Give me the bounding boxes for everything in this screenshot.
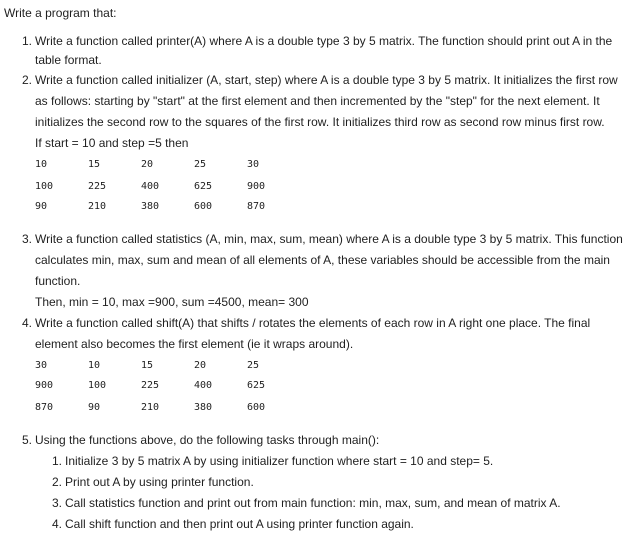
task-5-line: Using the functions above, do the following tasks through main(): (35, 433, 380, 447)
task-3-number: 3. (21, 232, 32, 246)
task-2-number: 2. (21, 73, 32, 87)
matrix-cell: 380 (141, 201, 160, 212)
matrix-cell: 10 (35, 159, 48, 170)
matrix-cell: 90 (35, 201, 48, 212)
matrix-cell: 600 (194, 201, 213, 212)
matrix-cell: 90 (88, 402, 101, 413)
task-3-line-3: function. (35, 274, 81, 288)
matrix-cell: 225 (141, 380, 160, 391)
matrix-cell: 20 (141, 159, 154, 170)
task-1-line-1: Write a function called printer(A) where A is a double type 3 by 5 matrix. The function should print out A in the (35, 34, 613, 48)
subtask-4-text: Call shift function and then print out A using printer function again. (65, 517, 414, 531)
matrix-cell: 10 (88, 360, 101, 371)
intro-text: Write a program that: (4, 6, 117, 20)
matrix-cell: 870 (247, 201, 266, 212)
subtask-3-number: 3. (51, 496, 62, 510)
task-3-line-1: Write a function called statistics (A, min, max, sum, mean) where A is a double type 3 by 5 matrix. This function (35, 232, 623, 246)
subtask-1-number: 1. (51, 454, 62, 468)
matrix-cell: 400 (141, 181, 160, 192)
task-2-line-1: Write a function called initializer (A, start, step) where A is a double type 3 by 5 matrix. It initializes the first row (35, 73, 618, 87)
task-1-line-2: table format. (35, 53, 102, 67)
matrix-cell: 210 (141, 402, 160, 413)
matrix-cell: 30 (247, 159, 260, 170)
matrix-cell: 100 (35, 181, 54, 192)
matrix-cell: 870 (35, 402, 54, 413)
task-4-line-2: element also becomes the first element (ie it wraps around). (35, 337, 354, 351)
matrix-cell: 625 (247, 380, 266, 391)
subtask-2-text: Print out A by using printer function. (65, 475, 254, 489)
matrix-cell: 20 (194, 360, 207, 371)
matrix-cell: 30 (35, 360, 48, 371)
matrix-cell: 15 (141, 360, 154, 371)
task-5-number: 5. (21, 433, 32, 447)
task-2-line-3: initializes the second row to the squares of the first row. It initializes third row as second row minus first row. (35, 115, 605, 129)
matrix-cell: 25 (247, 360, 260, 371)
matrix-cell: 100 (88, 380, 107, 391)
subtask-1-text: Initialize 3 by 5 matrix A by using initializer function where start = 10 and step= 5. (65, 454, 494, 468)
matrix-cell: 380 (194, 402, 213, 413)
task-3-line-2: calculates min, max, sum and mean of all elements of A, these variables should be accessible from the main (35, 253, 610, 267)
matrix-cell: 25 (194, 159, 207, 170)
subtask-3-text: Call statistics function and print out from main function: min, max, sum, and mean of matrix A. (65, 496, 561, 510)
matrix-cell: 400 (194, 380, 213, 391)
task-2-line-2: as follows: starting by "start" at the first element and then incremented by the "step" for the next element. It (35, 94, 600, 108)
matrix-cell: 15 (88, 159, 101, 170)
matrix-cell: 225 (88, 181, 107, 192)
task-2-line-4: If start = 10 and step =5 then (35, 136, 189, 150)
task-4-number: 4. (21, 316, 32, 330)
matrix-cell: 900 (247, 181, 266, 192)
matrix-cell: 210 (88, 201, 107, 212)
task-1-number: 1. (21, 34, 32, 48)
matrix-cell: 625 (194, 181, 213, 192)
task-4-line-1: Write a function called shift(A) that shifts / rotates the elements of each row in A right one place. The final (35, 316, 591, 330)
subtask-2-number: 2. (51, 475, 62, 489)
matrix-cell: 900 (35, 380, 54, 391)
task-3-line-4: Then, min = 10, max =900, sum =4500, mean= 300 (35, 295, 309, 309)
subtask-4-number: 4. (51, 517, 62, 531)
matrix-cell: 600 (247, 402, 266, 413)
